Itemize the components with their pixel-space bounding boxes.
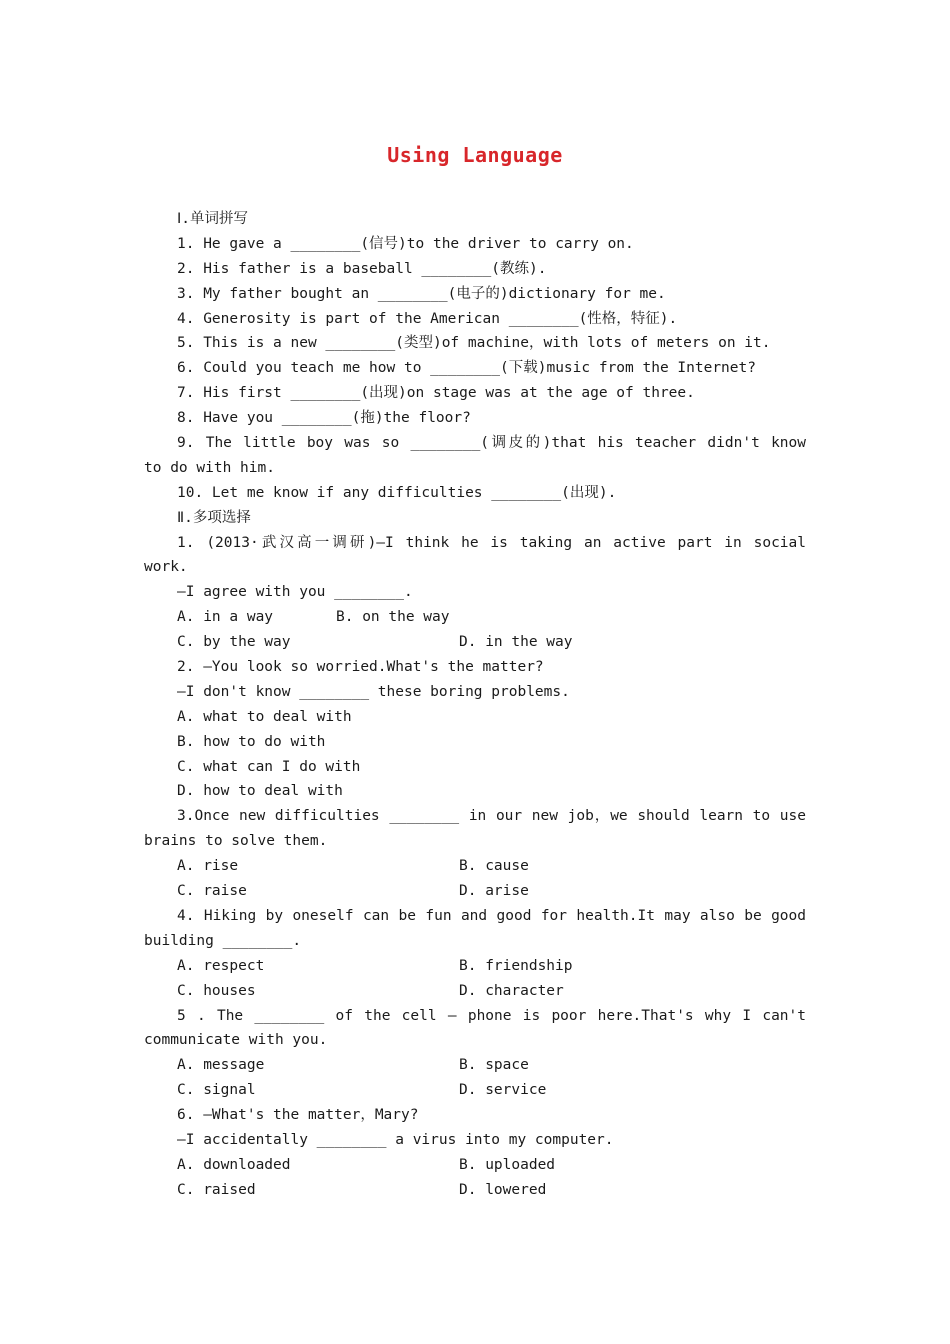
option-c: C. houses bbox=[177, 982, 256, 999]
option-a: A. rise bbox=[177, 858, 239, 875]
question-stem: —I don't know ________ these boring problems. bbox=[177, 683, 570, 700]
option-b: B. on the way bbox=[336, 609, 450, 626]
option-row bbox=[144, 605, 806, 630]
spelling-item-continued: to do with him. bbox=[144, 459, 275, 476]
option-row bbox=[144, 630, 806, 655]
option-row bbox=[144, 979, 806, 1004]
option-c: C. signal bbox=[177, 1082, 256, 1099]
option-d: D. in the way bbox=[459, 634, 573, 651]
question-stem: 4. Hiking by oneself can be fun and good for health.It may also be good bbox=[177, 907, 806, 924]
spelling-item: 3. My father bought an ________(电子的)dictionary for me. bbox=[177, 285, 666, 302]
option-a: A. message bbox=[177, 1057, 265, 1074]
question-stem-continued: communicate with you. bbox=[144, 1032, 328, 1049]
option-c: C. raised bbox=[177, 1181, 256, 1198]
question-stem: 5 . The ________ of the cell — phone is poor here.That's why I can't bbox=[177, 1007, 806, 1024]
question-stem: 1. (2013·武汉高一调研)—I think he is taking an active part in social bbox=[177, 534, 806, 551]
option-d: D. how to deal with bbox=[177, 783, 343, 800]
question-stem: 2. —You look so worried.What's the matter? bbox=[177, 659, 544, 676]
option-row bbox=[144, 1178, 806, 1203]
spelling-item: 1. He gave a ________(信号)to the driver to carry on. bbox=[177, 235, 634, 252]
spelling-item: 4. Generosity is part of the American ________(性格，特征). bbox=[177, 310, 678, 327]
option-row bbox=[144, 1078, 806, 1103]
question-stem: 6. —What's the matter，Mary? bbox=[177, 1107, 419, 1124]
question-stem: —I accidentally ________ a virus into my computer. bbox=[177, 1131, 614, 1148]
option-d: D. arise bbox=[459, 883, 529, 900]
option-b: B. how to do with bbox=[177, 733, 326, 750]
page-title: Using Language bbox=[387, 143, 563, 167]
option-b: B. space bbox=[459, 1057, 529, 1074]
option-d: D. character bbox=[459, 982, 564, 999]
spelling-item: 10. Let me know if any difficulties ________(出现). bbox=[177, 484, 617, 501]
option-b: B. friendship bbox=[459, 957, 573, 974]
question-stem-continued: work. bbox=[144, 559, 188, 576]
question-stem-continued: building ________. bbox=[144, 932, 302, 949]
option-a: A. what to deal with bbox=[177, 708, 352, 725]
section-heading: Ⅰ.单词拼写 bbox=[177, 211, 249, 227]
spelling-item: 6. Could you teach me how to ________(下载)music from the Internet? bbox=[177, 360, 756, 377]
spelling-item: 2. His father is a baseball ________(教练). bbox=[177, 260, 547, 277]
option-row bbox=[144, 954, 806, 979]
option-a: A. downloaded bbox=[177, 1156, 291, 1173]
spelling-item: 9. The little boy was so ________(调皮的)that his teacher didn't know bbox=[177, 435, 806, 452]
option-c: C. raise bbox=[177, 883, 247, 900]
option-row bbox=[144, 854, 806, 879]
option-c: C. by the way bbox=[177, 634, 291, 651]
option-row bbox=[144, 1153, 806, 1178]
option-b: B. uploaded bbox=[459, 1156, 556, 1173]
exercise-content bbox=[144, 207, 806, 1203]
question-stem-continued: brains to solve them. bbox=[144, 833, 328, 850]
spelling-item: 8. Have you ________(拖)the floor? bbox=[177, 410, 471, 427]
option-row bbox=[144, 879, 806, 904]
option-a: A. respect bbox=[177, 957, 265, 974]
option-a: A. in a way bbox=[177, 609, 274, 626]
spelling-item: 7. His first ________(出现)on stage was at the age of three. bbox=[177, 385, 695, 402]
option-row bbox=[144, 1053, 806, 1078]
spelling-item: 5. This is a new ________(类型)of machine，with lots of meters on it. bbox=[177, 335, 771, 352]
option-c: C. what can I do with bbox=[177, 758, 361, 775]
option-b: B. cause bbox=[459, 858, 529, 875]
question-stem: —I agree with you ________. bbox=[177, 584, 413, 601]
section-heading: Ⅱ.多项选择 bbox=[177, 509, 251, 526]
question-stem: 3.Once new difficulties ________ in our new job，we should learn to use bbox=[177, 808, 806, 825]
option-d: D. lowered bbox=[459, 1181, 547, 1198]
option-d: D. service bbox=[459, 1082, 547, 1099]
